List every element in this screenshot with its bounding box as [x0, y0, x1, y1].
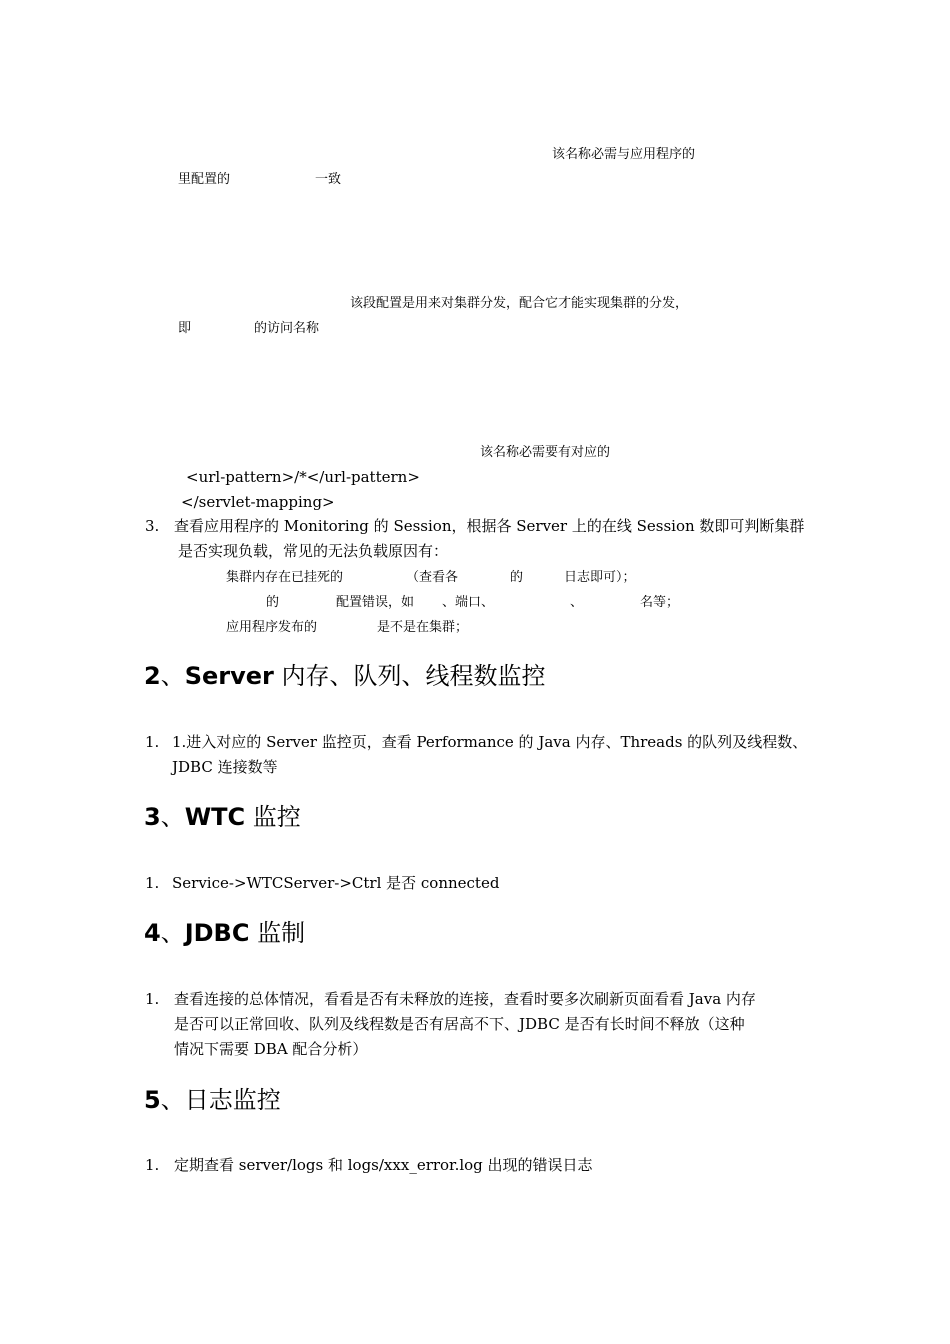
heading-keyword: WTC — [184, 803, 246, 831]
heading-text: 监制 — [249, 919, 306, 947]
heading-keyword: Server — [184, 662, 274, 690]
heading-separator: 、 — [160, 803, 185, 831]
list-number: 1. — [145, 990, 160, 1008]
list-item-text: 1.进入对应的 Server 监控页，查看 Performance 的 Java 内存、Threads 的队列及线程数、 — [172, 733, 808, 751]
sub-item-text: 配置错误，如 — [336, 595, 415, 610]
sub-item-text: 、端口、 — [442, 595, 495, 610]
list-item-text: Service->WTCServer->Ctrl 是否 connected — [172, 874, 500, 892]
text-fragment: 里配置的 — [178, 172, 231, 187]
section-heading — [144, 805, 301, 829]
text-fragment: 一致 — [315, 172, 342, 187]
list-item-text: 是否可以正常回收、队列及线程数是否有居高不下、JDBC 是否有长时间不释放（这种 — [174, 1015, 745, 1033]
heading-text: 内存、队列、线程数监控 — [273, 662, 546, 690]
sub-item-text: 日志即可）； — [564, 570, 636, 585]
list-number: 1. — [145, 733, 160, 751]
section-number: 3 — [144, 803, 161, 831]
code-line: <url-pattern>/*</url-pattern> — [186, 468, 420, 486]
sub-item-text: 应用程序发布的 — [226, 620, 318, 635]
list-number: 1. — [145, 1156, 160, 1174]
sub-item-text: 名等； — [640, 595, 680, 610]
text-fragment: 该段配置是用来对集群分发，配合它才能实现集群的分发， — [350, 296, 689, 311]
heading-separator: 、 — [160, 919, 185, 947]
heading-keyword: JDBC — [184, 919, 250, 947]
section-number: 5 — [144, 1086, 161, 1114]
section-number: 2 — [144, 662, 161, 690]
list-item-text: 是否实现负载，常见的无法负载原因有： — [178, 542, 449, 560]
heading-text: 日志监控 — [184, 1086, 281, 1114]
heading-separator: 、 — [160, 662, 185, 690]
text-fragment: 的访问名称 — [254, 321, 320, 336]
heading-separator: 、 — [160, 1086, 185, 1114]
section-number: 4 — [144, 919, 161, 947]
sub-item-text: 是不是在集群； — [377, 620, 469, 635]
section-heading — [144, 664, 546, 688]
sub-item-text: （查看各 — [406, 570, 459, 585]
section-heading — [144, 1088, 281, 1112]
list-number: 3. — [145, 517, 160, 535]
sub-item-text: 、 — [570, 595, 584, 610]
code-line: </servlet-mapping> — [181, 493, 335, 511]
list-item-text: JDBC 连接数等 — [172, 758, 278, 776]
list-item-text: 查看连接的总体情况，看看是否有未释放的连接，查看时要多次刷新页面看看 Java 内存 — [174, 990, 756, 1008]
list-item-text: 定期查看 server/logs 和 logs/xxx_error.log 出现的错误日志 — [174, 1156, 593, 1174]
sub-item-text: 集群内存在已挂死的 — [226, 570, 344, 585]
text-fragment: 该名称必需要有对应的 — [480, 445, 611, 460]
list-item-text: 情况下需要 DBA 配合分析） — [174, 1040, 368, 1058]
sub-item-text: 的 — [266, 595, 280, 610]
text-fragment: 该名称必需与应用程序的 — [552, 147, 696, 162]
sub-item-text: 的 — [510, 570, 524, 585]
text-fragment: 即 — [178, 321, 192, 336]
section-heading — [144, 921, 305, 945]
list-item-text: 查看应用程序的 Monitoring 的 Session，根据各 Server 上的在线 Session 数即可判断集群 — [174, 517, 805, 535]
list-number: 1. — [145, 874, 160, 892]
heading-text: 监控 — [245, 803, 301, 831]
